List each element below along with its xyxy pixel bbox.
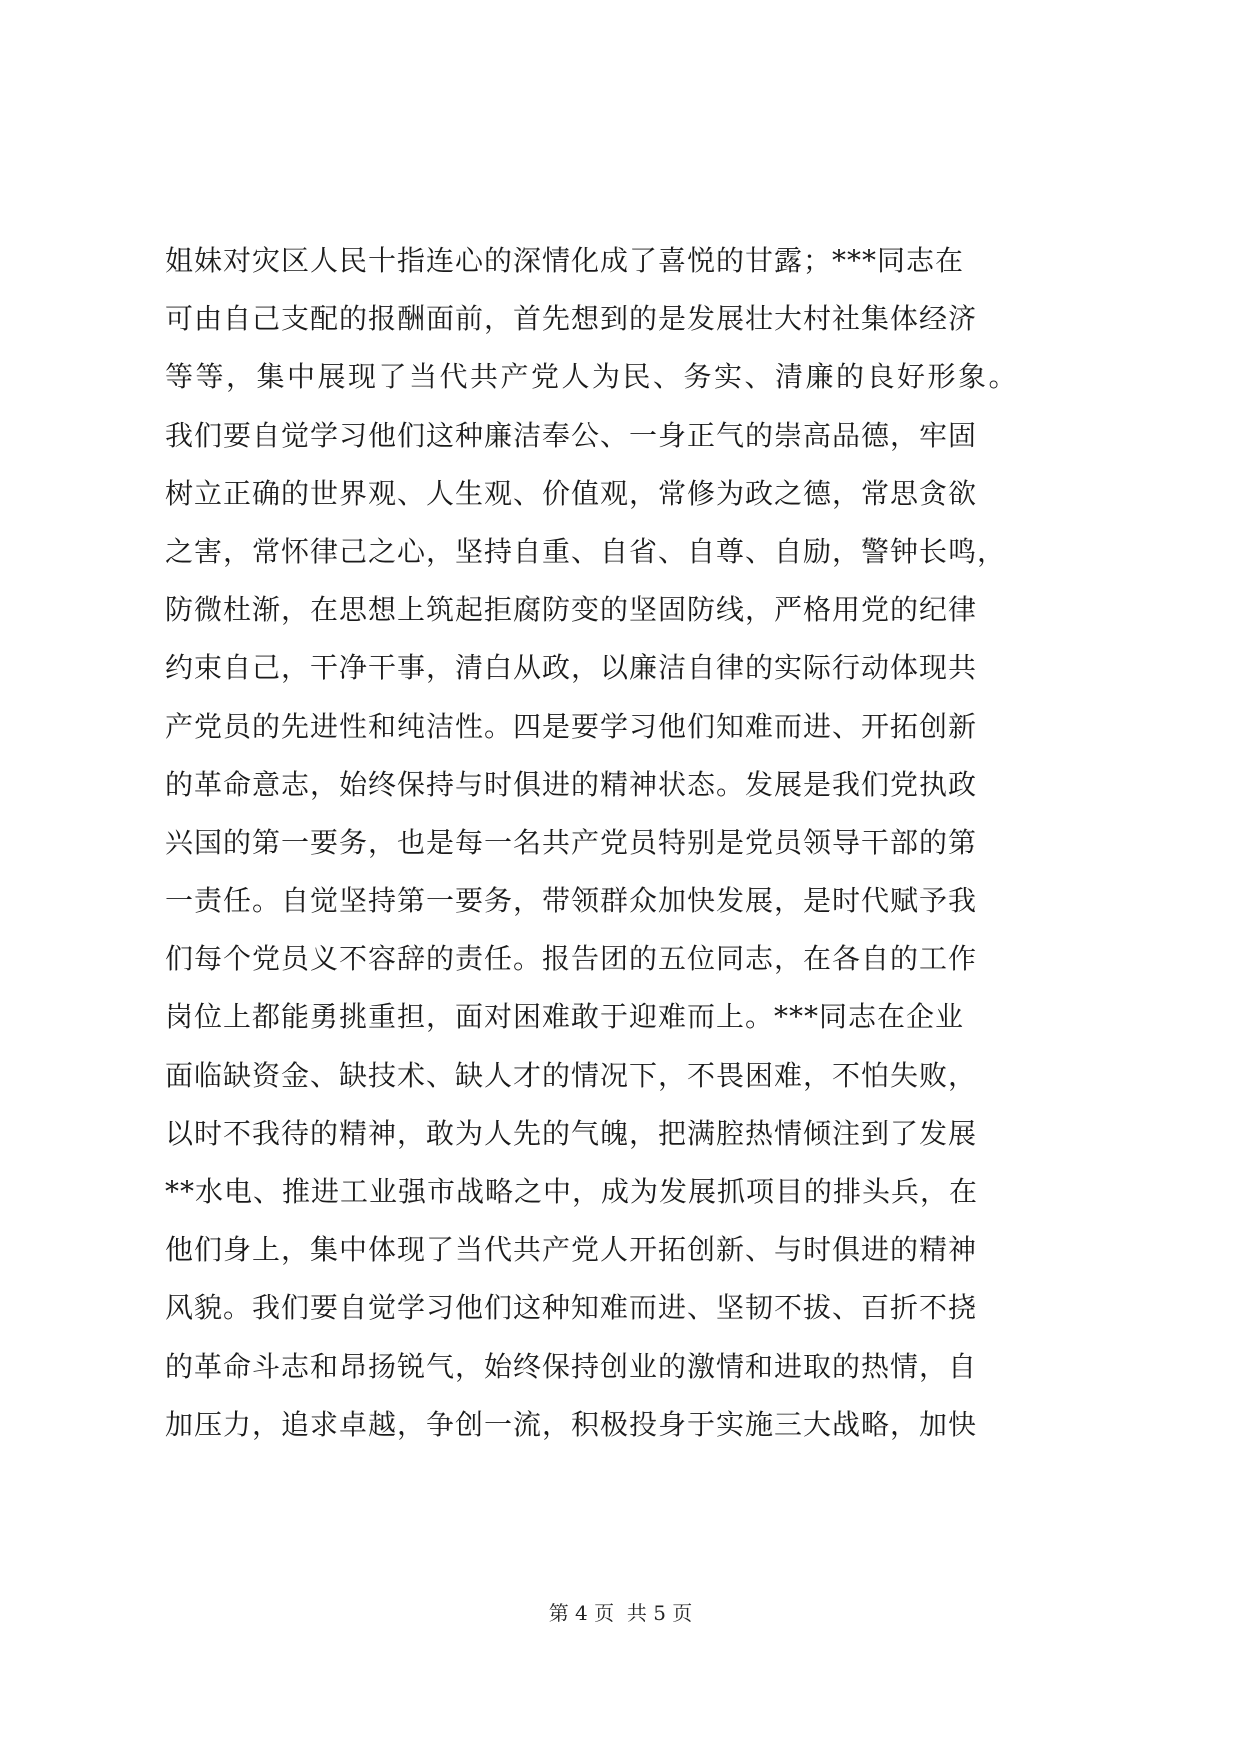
text-line: **水电、推进工业强市战略之中，成为发展抓项目的排头兵，在: [165, 1175, 979, 1208]
text-line: 等等，集中展现了当代共产党人为民、务实、清廉的良好形象。: [165, 360, 1020, 394]
text-line: 树立正确的世界观、人生观、价值观，常修为政之德，常思贪欲: [165, 476, 978, 510]
text-line: 们每个党员义不容辞的责任。报告团的五位同志，在各自的工作: [165, 942, 978, 976]
text-line: 我们要自觉学习他们这种廉洁奉公、一身正气的崇高品德，牢固: [165, 418, 978, 452]
text-line: 岗位上都能勇挑重担，面对困难敢于迎难而上。***同志在企业: [165, 1000, 965, 1034]
text-line: 防微杜渐，在思想上筑起拒腐防变的坚固防线，严格用党的纪律: [165, 593, 978, 627]
text-line: 兴国的第一要务，也是每一名共产党员特别是党员领导干部的第: [165, 825, 978, 859]
text-line: 风貌。我们要自觉学习他们这种知难而进、坚韧不拔、百折不挠: [165, 1291, 978, 1325]
text-line: 以时不我待的精神，敢为人先的气魄，把满腔热情倾注到了发展: [165, 1116, 978, 1150]
page-footer: [0, 1598, 1241, 1628]
text-line: 产党员的先进性和纯洁性。四是要学习他们知难而进、开拓创新: [165, 709, 978, 743]
text-line: 的革命斗志和昂扬锐气，始终保持创业的激情和进取的热情，自: [165, 1349, 978, 1383]
text-line: 加压力，追求卓越，争创一流，积极投身于实施三大战略，加快: [165, 1407, 978, 1441]
text-line: 可由自己支配的报酬面前，首先想到的是发展壮大村社集体经济: [165, 302, 978, 336]
text-line: 的革命意志，始终保持与时俱进的精神状态。发展是我们党执政: [165, 767, 978, 801]
body-text: [165, 232, 1085, 1454]
text-line: 姐妹对灾区人民十指连心的深情化成了喜悦的甘露；***同志在: [165, 244, 965, 277]
text-line: 面临缺资金、缺技术、缺人才的情况下，不畏困难，不怕失败，: [165, 1058, 978, 1092]
text-line: 约束自己，干净干事，清白从政，以廉洁自律的实际行动体现共: [165, 651, 978, 685]
page-number: 第 4 页 共 5 页: [548, 1601, 693, 1625]
text-line: 一责任。自觉坚持第一要务，带领群众加快发展，是时代赋予我: [165, 884, 978, 918]
text-line: 之害，常怀律己之心，坚持自重、自省、自尊、自励，警钟长鸣，: [165, 534, 1007, 568]
text-line: 他们身上，集中体现了当代共产党人开拓创新、与时俱进的精神: [165, 1233, 978, 1267]
